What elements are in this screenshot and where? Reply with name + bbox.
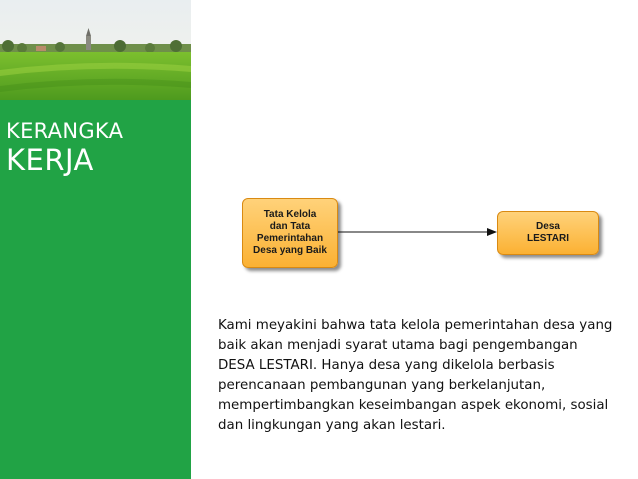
paragraph-line: dan lingkungan yang akan lestari. [218, 418, 446, 433]
box-line: Pemerintahan [256, 233, 324, 244]
paragraph-line: DESA LESTARI. Hanya desa yang dikelola berbasis [218, 358, 555, 373]
box-line: Desa [536, 221, 560, 232]
box-line: dan Tata [269, 221, 311, 232]
paragraph-line: baik akan menjadi syarat utama bagi pengembangan [218, 338, 578, 353]
box-line: Desa yang Baik [253, 245, 327, 256]
description-paragraph [218, 316, 633, 436]
title-line-2: KERJA [6, 143, 94, 177]
good-governance-box [242, 198, 338, 268]
paragraph-line: perencanaan pembangunan yang berkelanjutan, [218, 378, 546, 393]
box-line: Tata Kelola [263, 209, 317, 220]
box-line: LESTARI [526, 233, 570, 244]
paragraph-line: Kami meyakini bahwa tata kelola pemerintahan desa yang [218, 318, 613, 333]
title-line-1: KERANGKA [6, 119, 124, 143]
desa-lestari-box [497, 211, 599, 255]
paragraph-line: mempertimbangkan keseimbangan aspek ekonomi, sosial [218, 398, 609, 413]
